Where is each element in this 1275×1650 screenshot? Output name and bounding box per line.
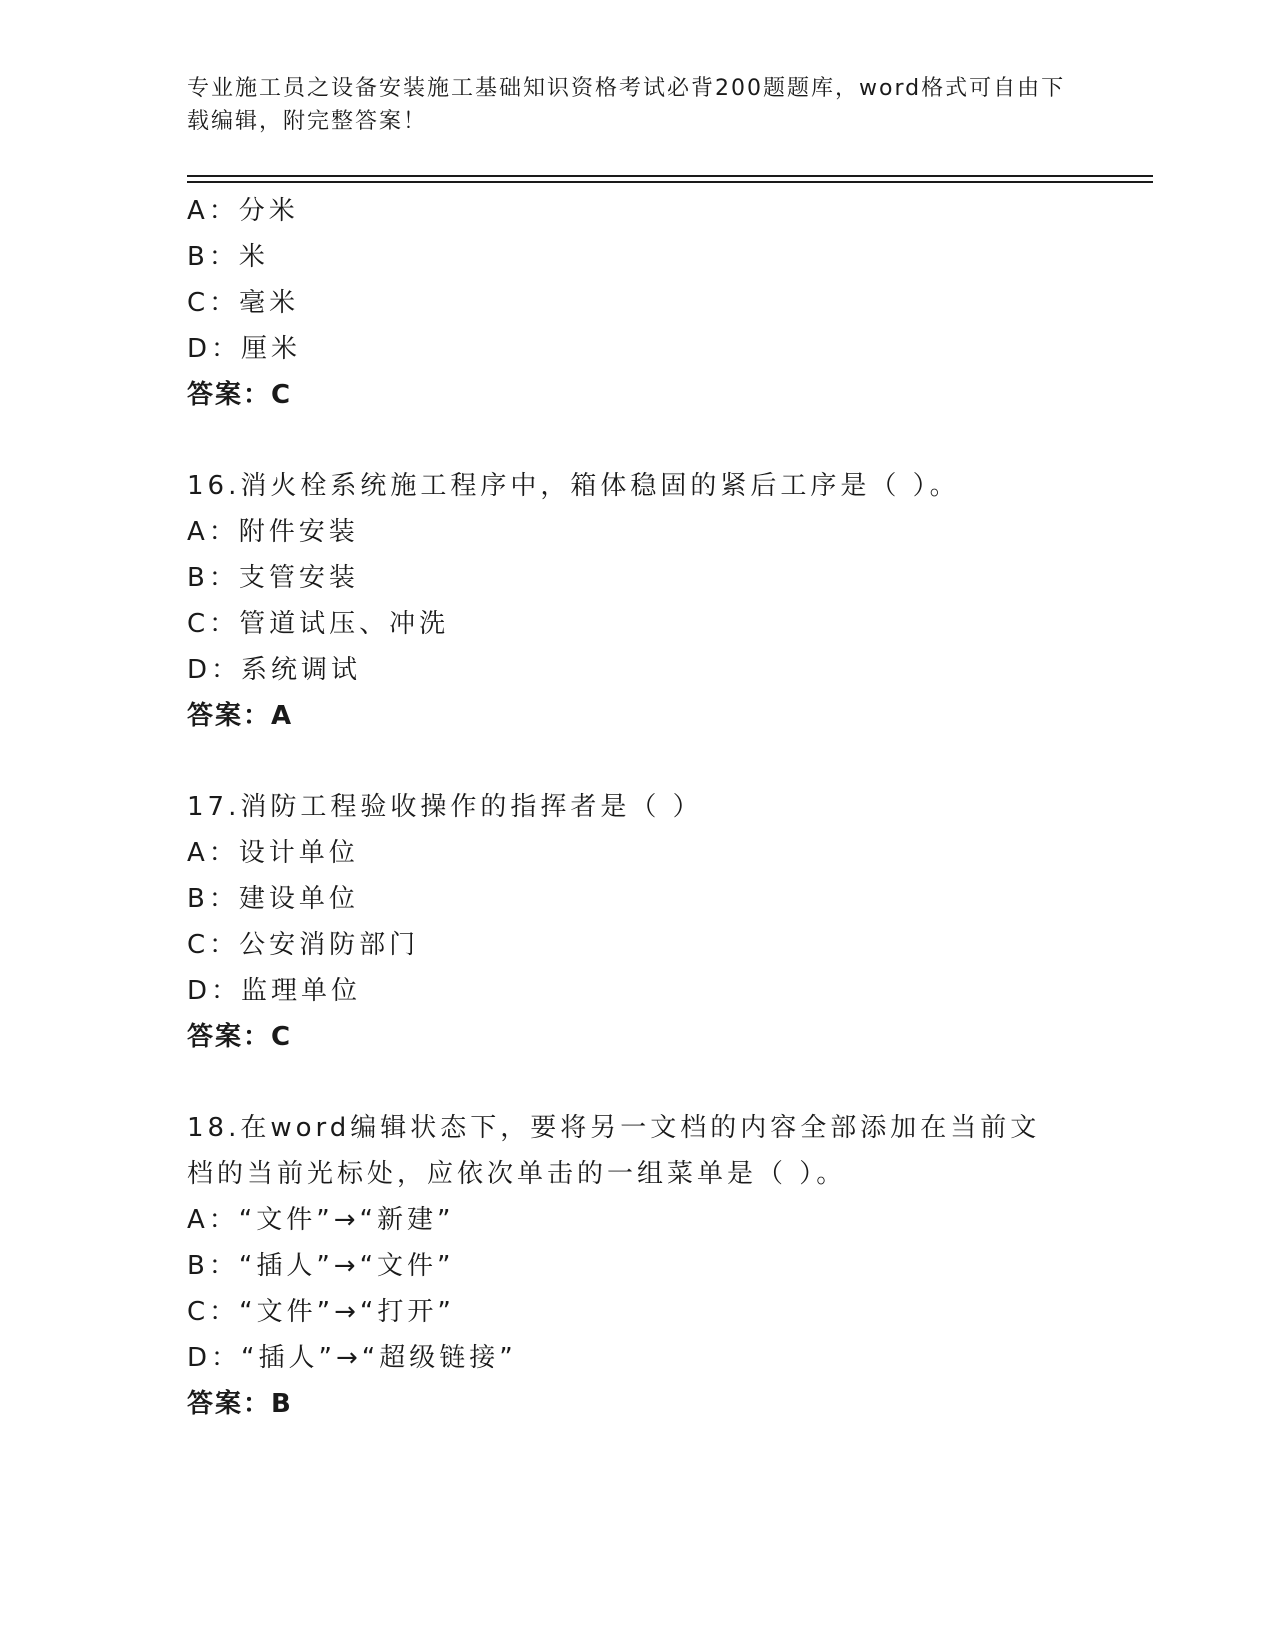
answer-line: 答案：C — [187, 380, 293, 410]
option-text: “插人”→“文件” — [238, 1251, 455, 1281]
option-key: C： — [187, 1297, 240, 1327]
question-text: 18.在word编辑状态下，要将另一文档的内容全部添加在当前文档的当前光标处，应依次单击的一组菜单是（ ）。 — [187, 1113, 1041, 1189]
answer-line: 答案：B — [187, 1389, 293, 1419]
option-key: C： — [187, 930, 240, 960]
option-key: A： — [187, 196, 239, 226]
question-text: 17.消防工程验收操作的指挥者是（ ） — [187, 792, 703, 822]
option-text: 毫米 — [239, 288, 300, 318]
option-text: 附件安装 — [238, 517, 359, 547]
question-list — [187, 188, 1147, 1427]
option-text: 设计单位 — [238, 838, 359, 868]
option-key: D： — [187, 655, 242, 685]
answer-line: 答案：C — [187, 1022, 293, 1052]
option-text: “插人”→“超级链接” — [241, 1343, 517, 1373]
document-header: 专业施工员之设备安装施工基础知识资格考试必背200题题库，word格式可自由下载编辑，附完整答案！ — [187, 76, 1066, 134]
option-text: 分米 — [238, 196, 299, 226]
option-text: 厘米 — [241, 334, 302, 364]
answer-line: 答案：A — [187, 701, 294, 731]
option-b — [187, 876, 1147, 922]
option-a — [187, 830, 1147, 876]
option-text: “文件”→“新建” — [238, 1205, 455, 1235]
option-text: “文件”→“打开” — [239, 1297, 455, 1327]
option-c — [187, 1289, 1147, 1335]
option-d — [187, 326, 1147, 372]
option-key: B： — [187, 884, 239, 914]
header-rule-bottom — [187, 181, 1153, 183]
option-a — [187, 1197, 1147, 1243]
option-key: D： — [187, 334, 242, 364]
question-block-18 — [187, 1105, 1147, 1427]
option-b — [187, 555, 1147, 601]
option-key: A： — [187, 1205, 239, 1235]
option-c — [187, 601, 1147, 647]
option-a — [187, 509, 1147, 555]
option-key: D： — [187, 976, 242, 1006]
question-text: 16.消火栓系统施工程序中，箱体稳固的紧后工序是（ ）。 — [187, 471, 960, 501]
option-text: 监理单位 — [241, 976, 362, 1006]
header-rule-top — [187, 175, 1153, 177]
option-key: B： — [187, 1251, 239, 1281]
option-b — [187, 234, 1147, 280]
option-text: 支管安装 — [238, 563, 359, 593]
option-text: 公安消防部门 — [239, 930, 420, 960]
option-key: D： — [187, 1343, 242, 1373]
option-c — [187, 280, 1147, 326]
option-b — [187, 1243, 1147, 1289]
option-text: 米 — [238, 242, 269, 272]
option-text: 管道试压、冲洗 — [239, 609, 450, 639]
option-text: 建设单位 — [238, 884, 359, 914]
option-a — [187, 188, 1147, 234]
option-key: A： — [187, 517, 239, 547]
option-key: C： — [187, 288, 240, 318]
option-text: 系统调试 — [241, 655, 362, 685]
option-key: A： — [187, 838, 239, 868]
option-key: C： — [187, 609, 240, 639]
option-key: B： — [187, 242, 239, 272]
question-block-15 — [187, 188, 1147, 418]
question-block-16 — [187, 463, 1147, 739]
option-c — [187, 922, 1147, 968]
option-d — [187, 647, 1147, 693]
option-key: B： — [187, 563, 239, 593]
option-d — [187, 1335, 1147, 1381]
question-block-17 — [187, 784, 1147, 1060]
option-d — [187, 968, 1147, 1014]
